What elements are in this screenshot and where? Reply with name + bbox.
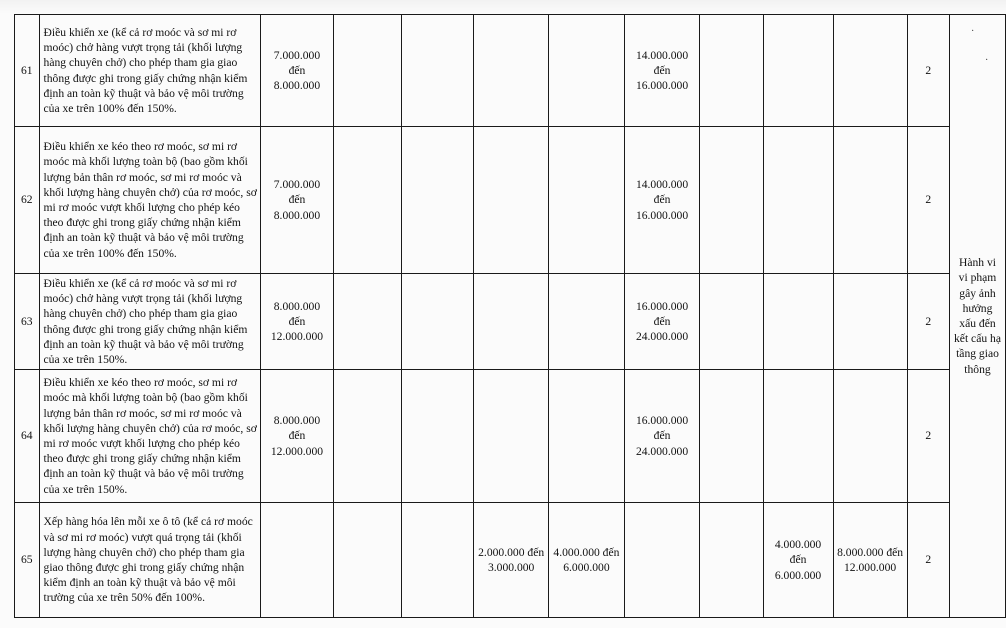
fine-col-7: [700, 15, 763, 127]
row-number: 63: [15, 274, 40, 370]
row-number: 65: [15, 503, 40, 618]
fine-col-5: [549, 127, 624, 274]
fine-col-2: [333, 370, 401, 503]
fine-col-1: 7.000.000 đến 8.000.000: [261, 15, 333, 127]
fine-col-4: [474, 127, 549, 274]
violation-description: Điều khiển xe (kể cả rơ moóc và sơ mi rơ moóc) chở hàng vượt trọng tải (khối lượng hàng chuyên chở) cho phép tham gia giao thông được ghi trong giấy chứng nhận kiểm định an toàn kỹ thuật và bảo vệ môi trường của xe trên 100% đến 150%.: [39, 15, 261, 127]
row-number: 62: [15, 127, 40, 274]
fine-col-4: 2.000.000 đến 3.000.000: [474, 503, 549, 618]
points-deducted: 2: [907, 503, 949, 618]
fine-col-5: [549, 370, 624, 503]
fine-col-8: 4.000.000 đến 6.000.000: [763, 503, 833, 618]
fine-col-1: 8.000.000 đến 12.000.000: [261, 370, 333, 503]
violation-description: Xếp hàng hóa lên mỗi xe ô tô (kể cả rơ moóc và sơ mi rơ moóc) vượt quá trọng tải (khối lượng hàng chuyên chở) cho phép tham gia giao thông được ghi trong giấy chứng nhận kiểm định an toàn kỹ thuật và bảo vệ môi trường của xe trên 50% đến 100%.: [39, 503, 261, 618]
fine-col-9: [833, 370, 907, 503]
fine-col-5: [549, 15, 624, 127]
table-row: [15, 127, 1006, 274]
points-deducted: 2: [907, 15, 949, 127]
fine-col-8: [763, 127, 833, 274]
fine-col-2: [333, 503, 401, 618]
points-deducted: 2: [907, 274, 949, 370]
fine-col-1: 7.000.000 đến 8.000.000: [261, 127, 333, 274]
violation-description: Điều khiển xe kéo theo rơ moóc, sơ mi rơ moóc mà khối lượng toàn bộ (bao gồm khối lượng bản thân rơ moóc, sơ mi rơ moóc và khối lượng hàng chuyên chở) của rơ moóc, sơ mi rơ moóc vượt khối lượng cho phép kéo theo được ghi trong giấy chứng nhận kiểm định an toàn kỹ thuật và bảo vệ môi trường của xe trên 100% đến 150%.: [39, 127, 261, 274]
fine-col-5: [549, 274, 624, 370]
fine-col-4: [474, 370, 549, 503]
points-deducted: 2: [907, 127, 949, 274]
fine-col-1: [261, 503, 333, 618]
fine-col-9: [833, 127, 907, 274]
fine-col-7: [700, 274, 763, 370]
table-row: [15, 370, 1006, 503]
table-row: [15, 15, 1006, 127]
fine-col-4: [474, 15, 549, 127]
fine-col-2: [333, 127, 401, 274]
row-number: 64: [15, 370, 40, 503]
fine-col-9: [833, 274, 907, 370]
table-row: [15, 503, 1006, 618]
fine-col-8: [763, 15, 833, 127]
fine-col-9: [833, 15, 907, 127]
points-deducted: 2: [907, 370, 949, 503]
table-row: [15, 274, 1006, 370]
violation-description: Điều khiển xe (kể cả rơ moóc và sơ mi rơ moóc) chở hàng vượt trọng tải (khối lượng hàng chuyên chở) cho phép tham gia giao thông được ghi trong giấy chứng nhận kiểm định an toàn kỹ thuật và bảo vệ môi trường của xe trên 150%.: [39, 274, 261, 370]
fine-col-7: [700, 127, 763, 274]
fine-col-6: 16.000.000 đến 24.000.000: [624, 274, 700, 370]
fine-col-7: [700, 503, 763, 618]
fine-col-8: [763, 274, 833, 370]
page-top-margin: [0, 0, 1006, 14]
fine-col-1: 8.000.000 đến 12.000.000: [261, 274, 333, 370]
fine-col-2: [333, 15, 401, 127]
fine-col-3: [402, 274, 474, 370]
violation-fine-table: [14, 14, 1006, 618]
fine-col-6: 14.000.000 đến 16.000.000: [624, 15, 700, 127]
violation-description: Điều khiển xe kéo theo rơ moóc, sơ mi rơ moóc mà khối lượng toàn bộ (bao gồm khối lượng bản thân rơ moóc, sơ mi rơ moóc và khối lượng hàng chuyên chở) của rơ moóc, sơ mi rơ moóc vượt khối lượng cho phép kéo theo được ghi trong giấy chứng nhận kiểm định an toàn kỹ thuật và bảo vệ môi trường của xe trên 150%.: [39, 370, 261, 503]
fine-col-7: [700, 370, 763, 503]
scan-speck: ·: [985, 55, 989, 66]
fine-col-5: 4.000.000 đến 6.000.000: [549, 503, 624, 618]
fine-col-3: [402, 370, 474, 503]
row-number: 61: [15, 15, 40, 127]
fine-col-9: 8.000.000 đến 12.000.000: [833, 503, 907, 618]
scan-speck: ·: [971, 26, 975, 37]
fine-col-6: 14.000.000 đến 16.000.000: [624, 127, 700, 274]
fine-col-6: [624, 503, 700, 618]
fine-col-2: [333, 274, 401, 370]
fine-col-3: [402, 503, 474, 618]
fine-col-3: [402, 15, 474, 127]
violation-group-note: Hành vi vi phạm gây ảnh hưởng xấu đến kết cấu hạ tầng giao thông: [950, 15, 1006, 618]
fine-col-8: [763, 370, 833, 503]
fine-col-4: [474, 274, 549, 370]
fine-col-6: 16.000.000 đến 24.000.000: [624, 370, 700, 503]
fine-col-3: [402, 127, 474, 274]
